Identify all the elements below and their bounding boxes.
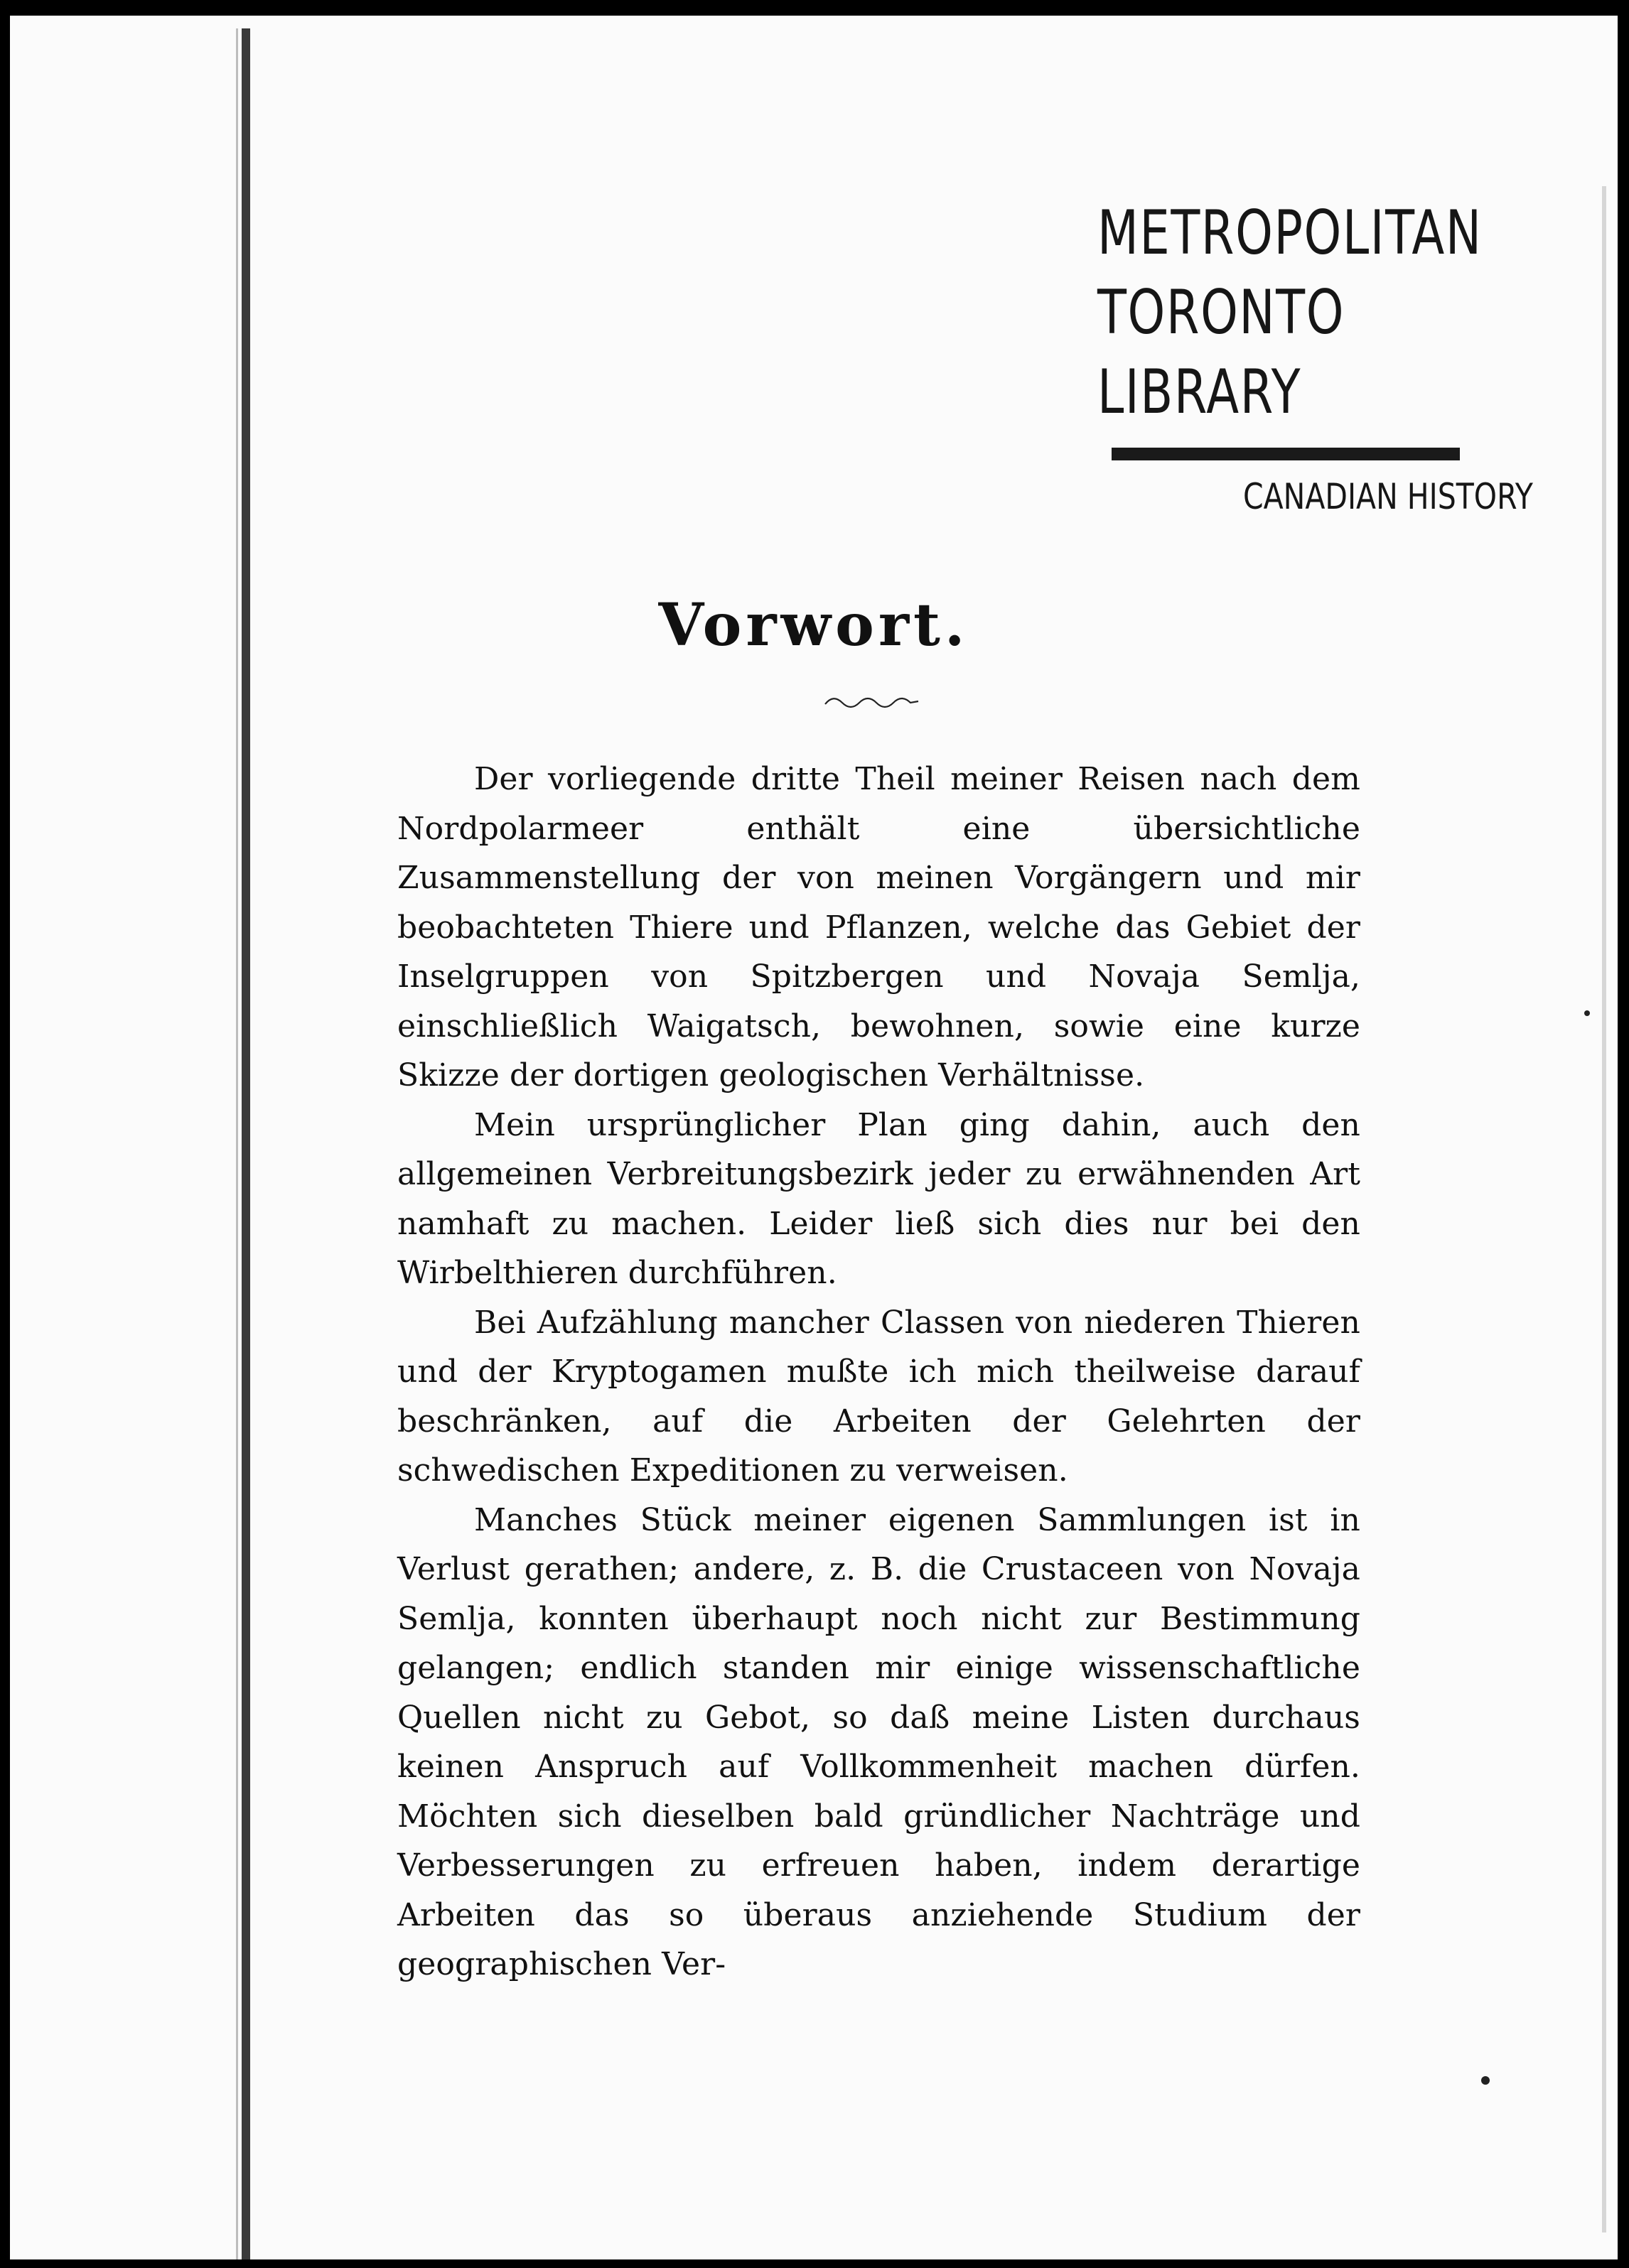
stamp-subtitle: CANADIAN HISTORY xyxy=(1243,476,1533,517)
page-edge-shadow xyxy=(1602,186,1606,2232)
stamp-rule xyxy=(1112,448,1460,460)
body-text xyxy=(397,755,1360,1989)
paragraph-3: Bei Aufzählung mancher Classen von niederen Thieren und der Kryptogamen mußte ich mich theilweise darauf beschränken, auf die Arbeiten der Gelehrten der schwedischen Expeditionen zu verweisen. xyxy=(397,1304,1360,1489)
library-stamp xyxy=(1097,193,1533,522)
scan-speck-1 xyxy=(1584,1010,1590,1016)
stamp-line-1: METROPOLITAN xyxy=(1097,198,1483,269)
stamp-line-2: TORONTO xyxy=(1097,277,1345,348)
scan-speck-2 xyxy=(1481,2076,1490,2085)
binding-gutter-shadow xyxy=(236,28,238,2259)
paragraph-4: Manches Stück meiner eigenen Sammlungen ist in Verlust gerathen; andere, z. B. die Crustaceen von Novaja Semlja, konnten überhaupt noch nicht zur Bestimmung gelangen; endlich standen mir einige wissenschaftliche Quellen nicht zu Gebot, so daß meine Listen durchaus keinen Anspruch auf Vollkommenheit machen dürfen. Möchten sich dieselben bald gründlicher Nachträge und Verbesserungen zu erfreuen haben, indem derartige Arbeiten das so überaus anziehende Studium der geographischen Ver- xyxy=(397,1501,1360,1982)
flourish-ornament xyxy=(824,694,920,711)
stamp-line-3: LIBRARY xyxy=(1097,357,1302,428)
binding-gutter xyxy=(242,28,250,2259)
scanned-page xyxy=(10,16,1618,2259)
page-title: Vorwort. xyxy=(658,591,969,659)
paragraph-1: Der vorliegende dritte Theil meiner Reisen nach dem Nordpolarmeer enthält eine übersichtliche Zusammenstellung der von meinen Vorgängern und mir beobachteten Thiere und Pflanzen, welche das Gebiet der Inselgruppen von Spitzbergen und Novaja Semlja, einschließlich Waigatsch, bewohnen, sowie eine kurze Skizze der dortigen geologischen Verhältnisse. xyxy=(397,761,1360,1094)
paragraph-2: Mein ursprünglicher Plan ging dahin, auch den allgemeinen Verbreitungsbezirk jeder zu erwähnenden Art namhaft zu machen. Leider ließ sich dies nur bei den Wirbelthieren durchführen. xyxy=(397,1106,1360,1291)
